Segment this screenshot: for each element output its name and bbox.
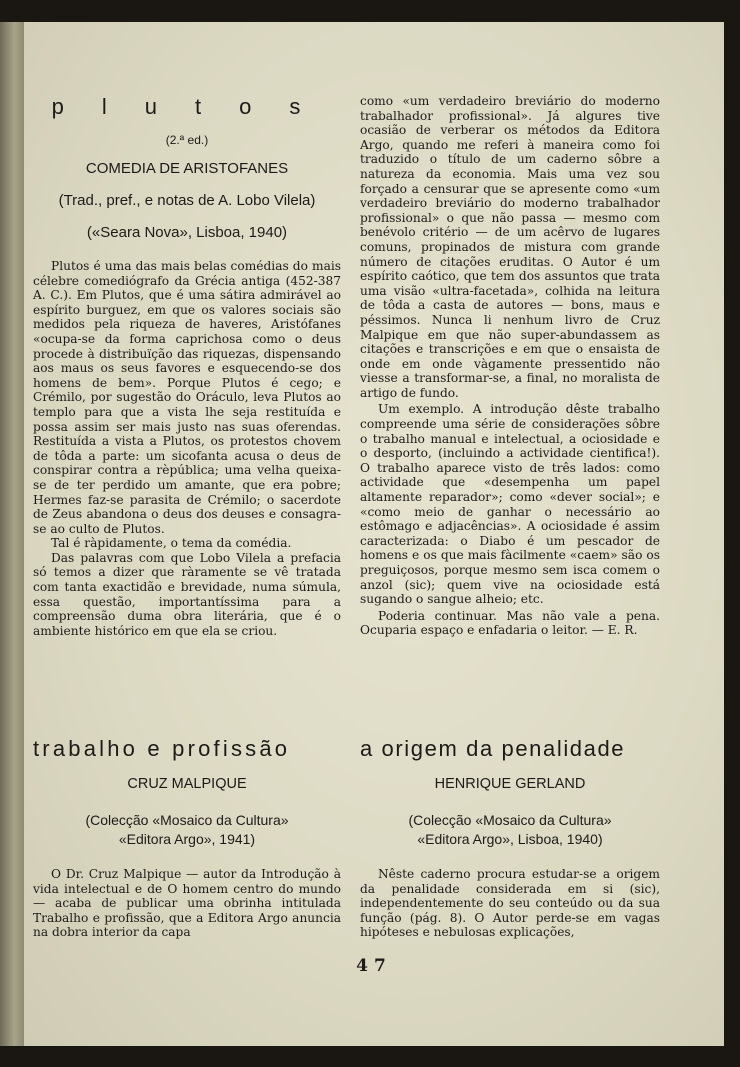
edition-label: (2.ª ed.) xyxy=(165,133,209,147)
penalidade-publisher-line1: (Colecção «Mosaico da Cultura» xyxy=(408,812,612,828)
continuation-paragraph: Um exemplo. A introdução dêste trabalho compreende uma série de considerações sôbre o trabalho manual e intelectual, a ociosidade e o desporto, (incluindo a actividade cientifica!). O trabalho aparece visto de três lados: como actividade que «desempenha um papel altamente reparador»; como «dever social»; e «como meio de ganhar o necessário ao estômago e adjacências». A ociosidade é assim caracterizada: o Diabo é um pescador de homens e os que mais fàcilmente «caem» são os preguiçosos, porque mesmo sem isca comem o anzol (sic); quem vive na ociosidade está sugando o sangue alheio; etc. xyxy=(360,402,660,607)
plutos-body xyxy=(33,259,341,638)
plutos-title: plutos xyxy=(51,94,339,119)
penalidade-paragraph: Nêste caderno procura estudar-se a origem da penalidade considerada em si (sic), independentemente do seu conteúdo ou da sua função (pág. 8). O Autor perde-se em vagas hipóteses e nebulosas explicações, xyxy=(360,867,660,940)
continuation-body xyxy=(360,94,660,638)
adjacent-page-edge xyxy=(0,22,24,1046)
penalidade-publisher-line2: «Editora Argo», Lisboa, 1940) xyxy=(417,831,603,847)
continuation-paragraph: como «um verdadeiro breviário do moderno trabalhador profissional». Já algures tive ocasião de verberar os métodos da Editora Argo, quando me referi à maneira como foi traduzido o título de um caderno sôbre a natureza da economia. Mais uma vez sou forçado a censurar que se apresente como «um verdadeiro breviário do moderno trabalhador profissional» o que não passa — mesmo com benévolo critério — de um acêrvo de lugares comuns, propinados de mistura com grande número de citações eruditas. O Autor é um espírito caótico, que tem dos assuntos que trata uma visão «ultra-facetada», colhida na leitura de tôda a casta de autores — bons, maus e péssimos. Nunca li nenhum livro de Cruz Malpique em que não super-abundassem as citações e transcrições e em que o ensaista de onde em onde vàgamente pressentido não viesse a transformar-se, a final, no moralista de artigo de fundo. xyxy=(360,94,660,400)
plutos-paragraph: Das palavras com que Lobo Vilela a prefacia só temos a dizer que ràramente se vê tratada com tanta exactidão e brevidade, numa súmula, essa questão, importantíssima para a compreensão duma obra literária, que é o ambiente histórico em que ela se criou. xyxy=(33,550,341,638)
plutos-publisher: («Seara Nova», Lisboa, 1940) xyxy=(86,224,288,241)
penalidade-author: HENRIQUE GERLAND xyxy=(434,776,586,792)
penalidade-body xyxy=(360,867,660,940)
page-number: 47 xyxy=(356,956,392,976)
penalidade-title: a origem da penalidade xyxy=(360,736,626,761)
trabalho-body xyxy=(33,867,341,940)
plutos-paragraph: Plutos é uma das mais belas comédias do mais célebre comediógrafo da Grécia antiga (452-387 A. C.). Em Plutos, que é uma sátira admirável ao espírito burguez, em que os valores sociais são medidos pela riqueza de haveres, Aristófanes «ocupa-se da forma caprichosa como o deus procede à distribuïção das riquezas, dispensando aos maus os seus favores e esquecendo-se dos homens de bem». Porque Plutos é cego; e Crémilo, por sugestão do Oráculo, leva Plutos ao templo para que a vista lhe seja restituída e possa assim ser mais justo nas suas oferendas. Restituída a vista a Plutos, os protestos chovem de tôda a parte: um sicofanta acusa o deus de conspirar contra a rèpública; uma velha queixa-se de ter perdido um amante, que era pobre; Hermes faz-se parasita de Crémilo; o sacerdote de Zeus abandona o deus dos deuses e consagra-se ao culto de Plutos. xyxy=(33,259,341,536)
trabalho-paragraph: O Dr. Cruz Malpique — autor da Introdução à vida intelectual e de O homem centro do mundo — acaba de publicar uma obrinha intitulada Trabalho e profissão, que a Editora Argo anuncia na dobra interior da capa xyxy=(33,867,341,940)
trabalho-title: trabalho e profissão xyxy=(33,736,291,761)
penalidade-section xyxy=(360,736,660,940)
plutos-review xyxy=(33,94,341,638)
plutos-credits: (Trad., pref., e notas de A. Lobo Vilela) xyxy=(58,192,316,209)
trabalho-publisher-line1: (Colecção «Mosaico da Cultura» xyxy=(85,812,289,828)
book-page xyxy=(24,22,724,1046)
continuation-paragraph: Poderia continuar. Mas não vale a pena. Ocuparia espaço e enfadaria o leitor. — E. R. xyxy=(360,608,660,638)
plutos-subtitle: COMEDIA DE ARISTOFANES xyxy=(85,160,289,177)
plutos-paragraph: Tal é ràpidamente, o tema da comédia. xyxy=(51,536,292,551)
trabalho-publisher-line2: «Editora Argo», 1941) xyxy=(118,831,256,847)
trabalho-section xyxy=(33,736,341,940)
trabalho-author: CRUZ MALPIQUE xyxy=(127,776,247,792)
trabalho-review-continuation xyxy=(360,94,660,638)
